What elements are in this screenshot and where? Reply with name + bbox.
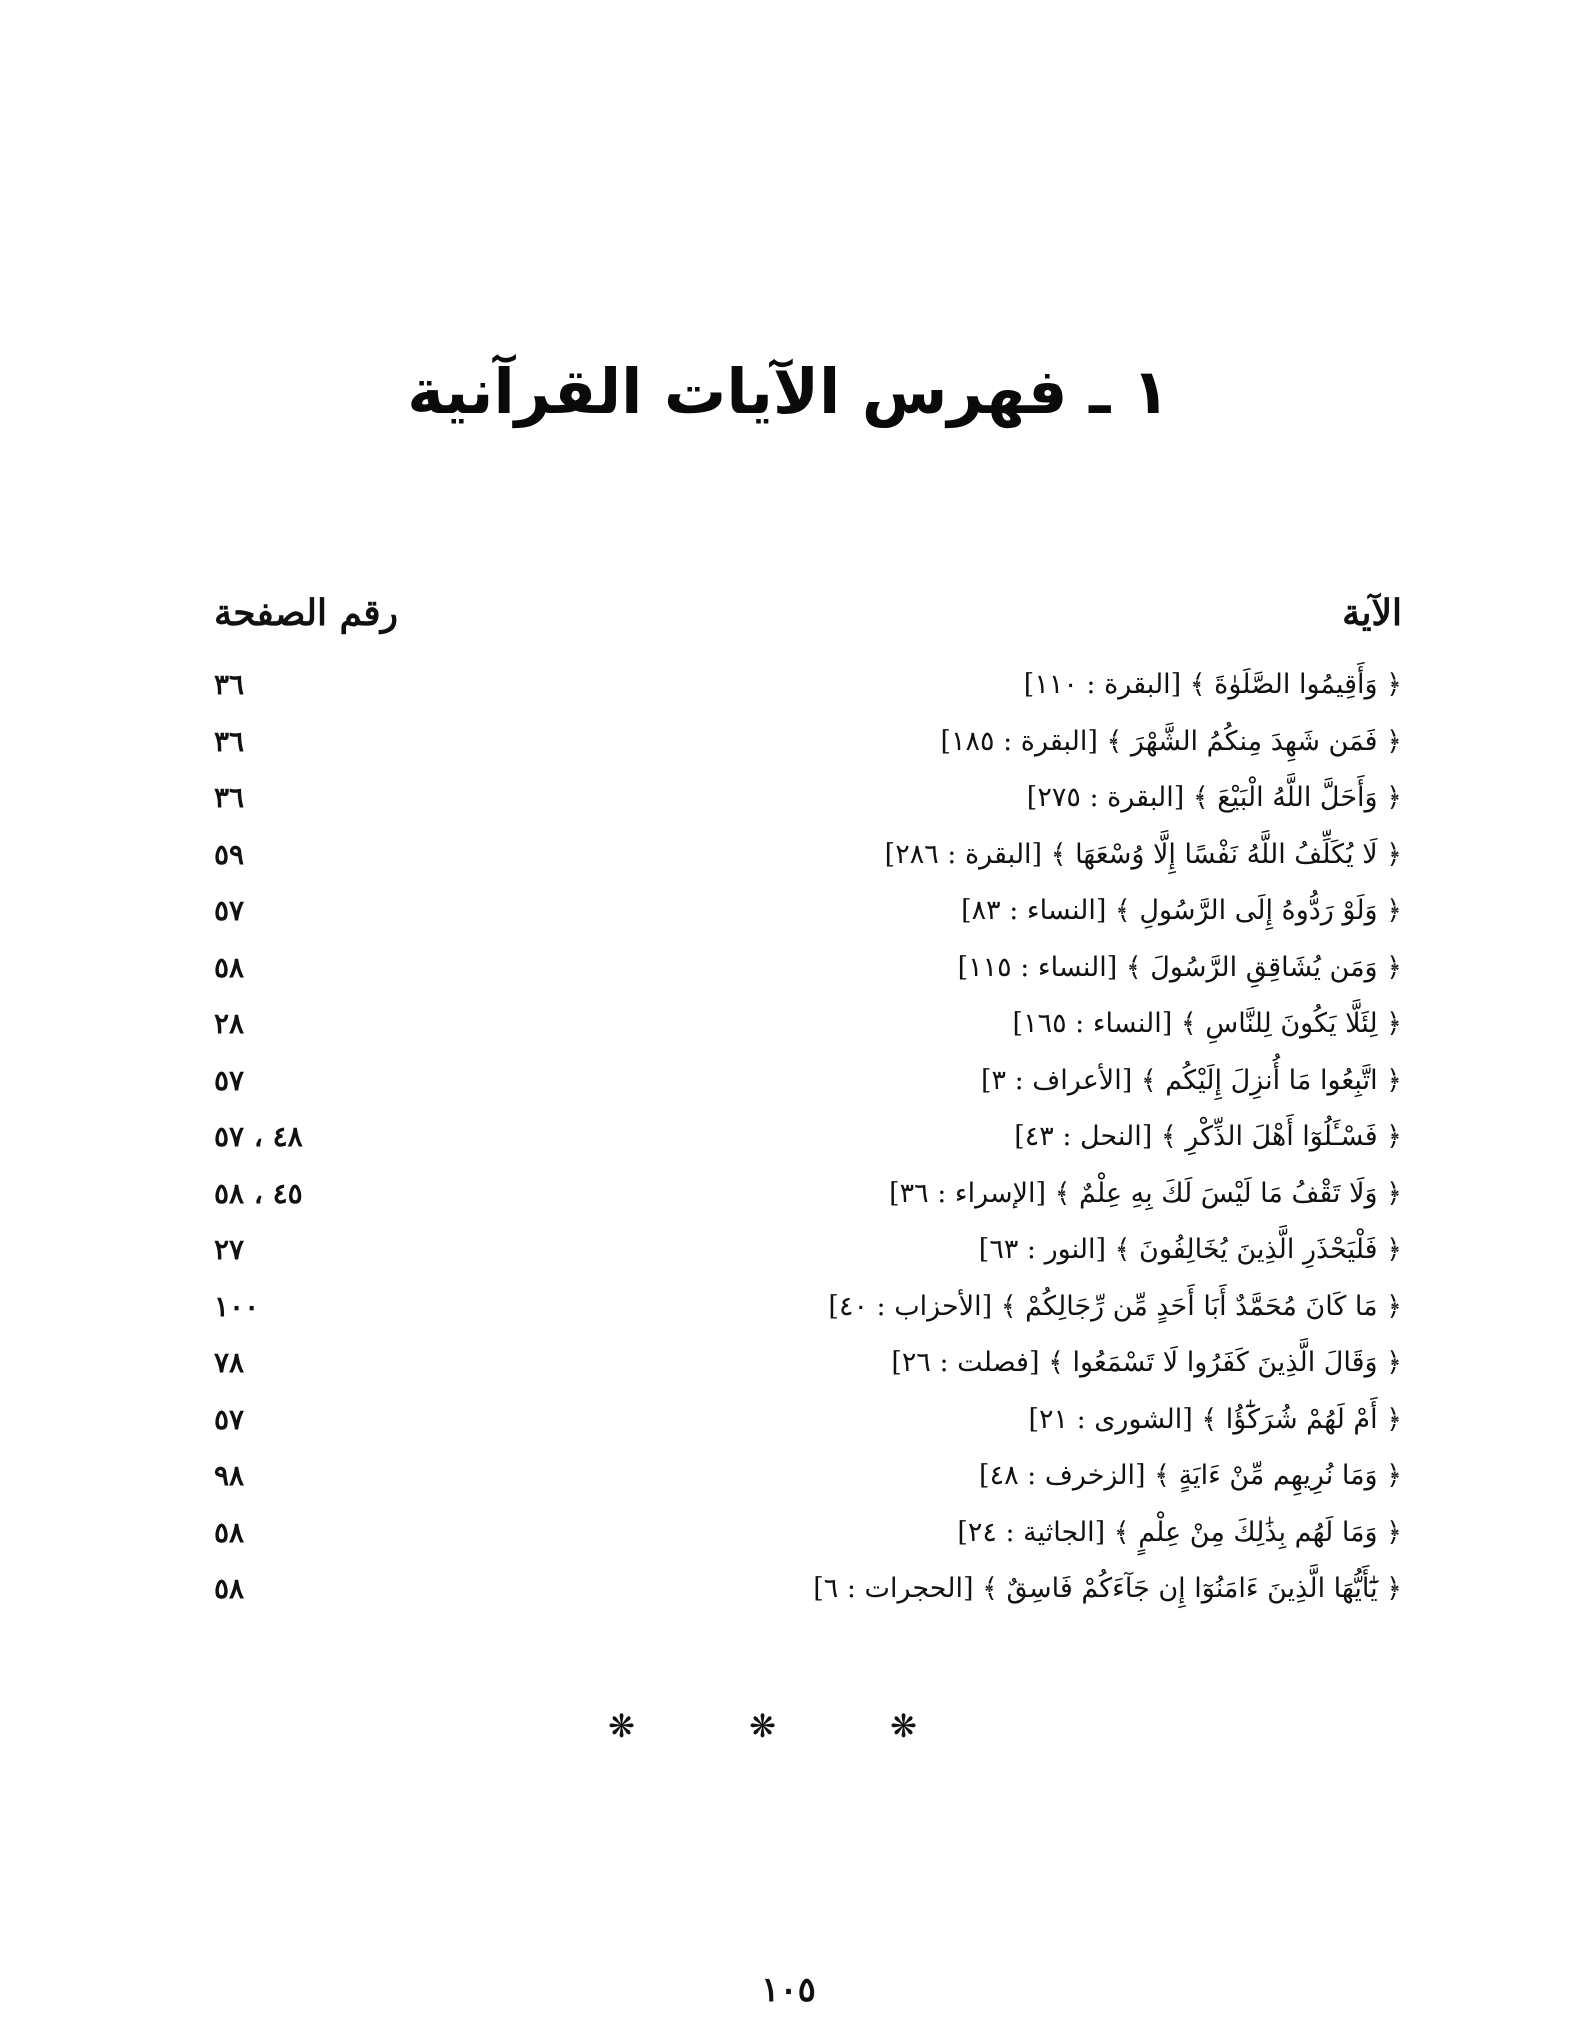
- list-item: [0, 719, 1577, 776]
- verse-page-number: ٥٨: [214, 1572, 245, 1605]
- verse-text: ﴿ لَا يُكَلِّفُ اللَّهُ نَفْسًا إِلَّا وُسْعَهَا ﴾ [البقرة : ٢٨٦]: [884, 838, 1402, 870]
- list-item: [0, 1114, 1577, 1171]
- verse-text: ﴿ وَمَن يُشَاقِقِ الرَّسُولَ ﴾ [النساء : ١١٥]: [957, 951, 1402, 983]
- verse-text: ﴿ وَلَوْ رَدُّوهُ إِلَى الرَّسُولِ ﴾ [النساء : ٨٣]: [961, 895, 1402, 926]
- list-item: [0, 888, 1577, 945]
- verse-column-header: الآية: [1342, 592, 1402, 634]
- list-item: [0, 832, 1577, 889]
- verse-page-number: ٥٩: [214, 837, 245, 871]
- verse-page-number: ٥٨: [214, 1515, 245, 1549]
- list-item: [0, 1453, 1577, 1510]
- verse-page-number: ٢٨: [214, 1007, 245, 1040]
- verse-page-number: ١٠٠: [214, 1289, 260, 1323]
- page-title: ١ ـ فهرس الآيات القرآنية: [407, 355, 1170, 428]
- list-item: [0, 1397, 1577, 1454]
- list-item: [0, 1227, 1577, 1284]
- verse-text: ﴿ وَمَا نُرِيهِم مِّنْ ءَايَةٍ ﴾ [الزخرف : ٤٨]: [979, 1460, 1402, 1491]
- verse-page-number: ٩٨: [214, 1459, 245, 1492]
- verse-text: ﴿ وَأَحَلَّ اللَّهُ الْبَيْعَ ﴾ [البقرة : ٢٧٥]: [1026, 782, 1402, 813]
- verse-page-number: ٤٥ ، ٥٨: [214, 1176, 303, 1210]
- section-separator: ❋ ❋ ❋: [608, 1707, 969, 1745]
- list-item: [0, 1340, 1577, 1397]
- verse-page-number: ٢٧: [214, 1233, 245, 1266]
- verse-page-number: ٧٨: [214, 1346, 245, 1379]
- verse-text: ﴿ فَلْيَحْذَرِ الَّذِينَ يُخَالِفُونَ ﴾ [النور : ٦٣]: [978, 1234, 1402, 1265]
- verse-text: ﴿ فَمَن شَهِدَ مِنكُمُ الشَّهْرَ ﴾ [البقرة : ١٨٥]: [940, 725, 1402, 757]
- verse-page-number: ٣٦: [214, 668, 245, 701]
- list-item: [0, 1510, 1577, 1567]
- list-item: [0, 662, 1577, 719]
- verse-page-number: ٥٧: [214, 1063, 245, 1097]
- verse-text: ﴿ فَسْـَٔلُوٓا أَهْلَ الذِّكْرِ ﴾ [النحل : ٤٣]: [1014, 1121, 1402, 1152]
- footer-page-number: ١٠٥: [761, 1970, 816, 2010]
- verse-index-list: [0, 662, 1577, 1623]
- verse-text: ﴿ أَمْ لَهُمْ شُرَكَٰٓؤُا ﴾ [الشورى : ٢١]: [1028, 1403, 1402, 1435]
- verse-text: ﴿ لِئَلَّا يَكُونَ لِلنَّاسِ ﴾ [النساء : ١٦٥]: [1012, 1008, 1402, 1039]
- verse-text: ﴿ يَٰٓأَيُّهَا الَّذِينَ ءَامَنُوٓا إِن جَآءَكُمْ فَاسِقٌ ﴾ [الحجرات : ٦]: [813, 1573, 1402, 1604]
- verse-text: ﴿ وَأَقِيمُوا الصَّلَوٰةَ ﴾ [البقرة : ١١٠]: [1023, 669, 1402, 700]
- list-item: [0, 1001, 1577, 1058]
- verse-page-number: ٥٧: [214, 894, 245, 927]
- list-item: [0, 1284, 1577, 1341]
- verse-text: ﴿ مَا كَانَ مُحَمَّدٌ أَبَا أَحَدٍ مِّن رِّجَالِكُمْ ﴾ [الأحزاب : ٤٠]: [828, 1290, 1402, 1322]
- list-item: [0, 775, 1577, 832]
- verse-page-number: ٣٦: [214, 781, 245, 814]
- list-item: [0, 1171, 1577, 1228]
- list-item: [0, 1566, 1577, 1623]
- verse-page-number: ٣٦: [214, 724, 245, 758]
- list-item: [0, 945, 1577, 1002]
- verse-text: ﴿ وَقَالَ الَّذِينَ كَفَرُوا لَا تَسْمَعُوا ﴾ [فصلت : ٢٦]: [891, 1347, 1402, 1378]
- list-item: [0, 1058, 1577, 1115]
- verse-text: ﴿ وَلَا تَقْفُ مَا لَيْسَ لَكَ بِهِ عِلْمٌ ﴾ [الإسراء : ٣٦]: [889, 1177, 1402, 1209]
- verse-page-number: ٥٧: [214, 1402, 245, 1436]
- verse-text: ﴿ اتَّبِعُوا مَا أُنزِلَ إِلَيْكُم ﴾ [الأعراف : ٣]: [980, 1064, 1402, 1096]
- verse-text: ﴿ وَمَا لَهُم بِذَٰلِكَ مِنْ عِلْمٍ ﴾ [الجاثية : ٢٤]: [957, 1516, 1402, 1548]
- verse-page-number: ٤٨ ، ٥٧: [214, 1120, 303, 1153]
- page-number-column-header: رقم الصفحة: [214, 592, 399, 634]
- verse-page-number: ٥٨: [214, 950, 245, 984]
